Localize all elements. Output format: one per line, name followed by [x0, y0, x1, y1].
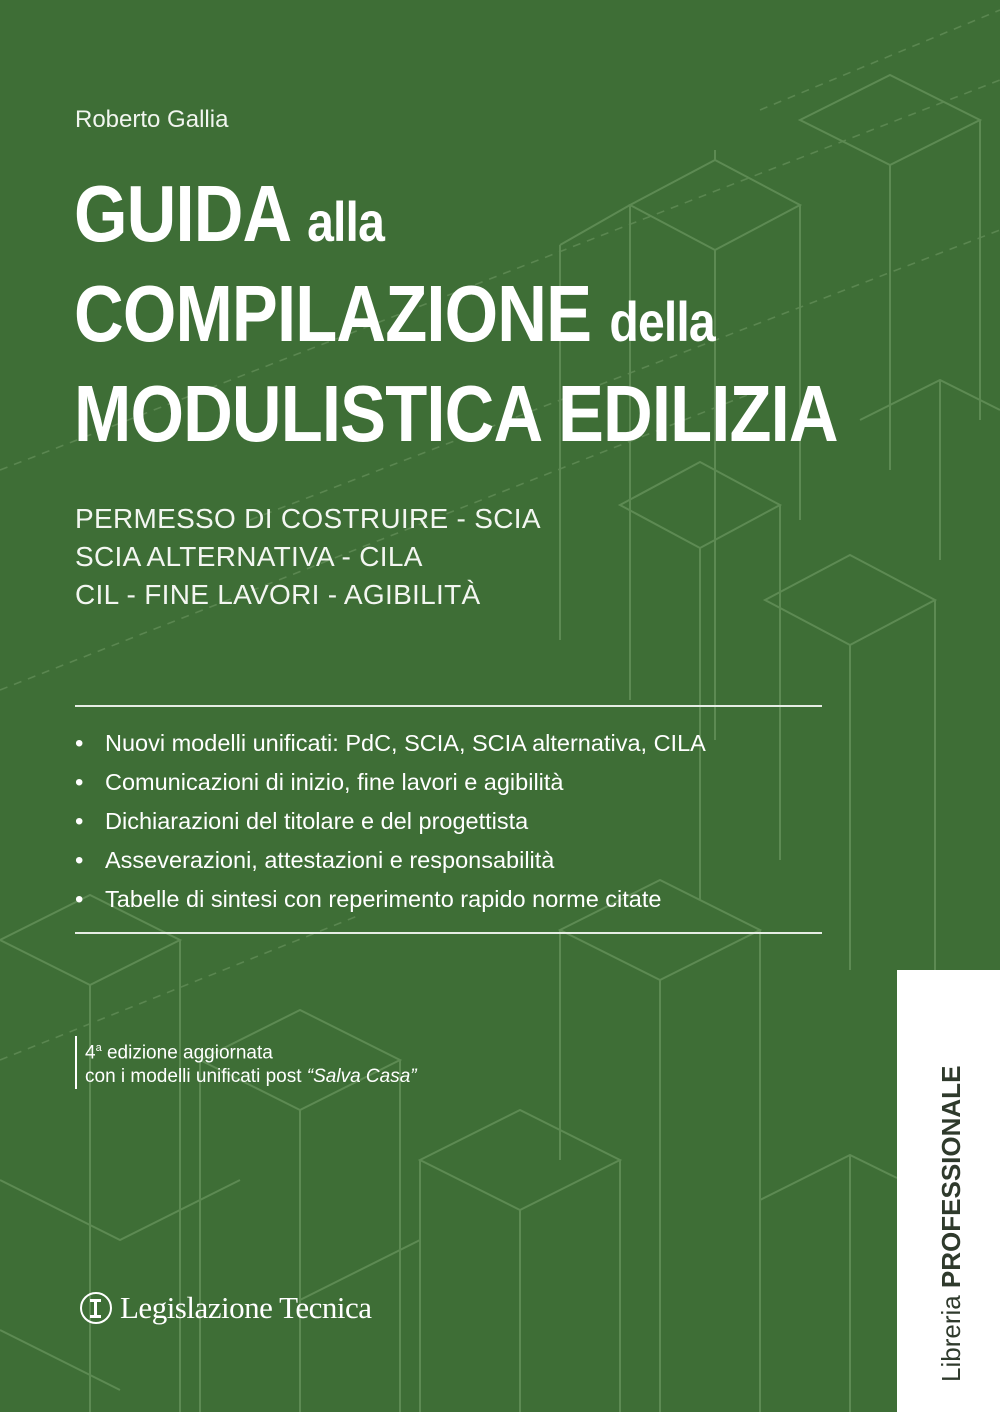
top-divider — [75, 705, 822, 707]
title-line-1 — [74, 169, 962, 272]
feature-item: • Tabelle di sintesi con reperimento rapido norme citate — [75, 880, 706, 919]
subtitle-line: SCIA ALTERNATIVA - CILA — [75, 541, 423, 572]
book-title — [74, 169, 962, 472]
edition-line-1: 4$^a$ edizione aggiornata — [85, 1042, 273, 1064]
edition-line-2: con i modelli unificati post “Salva Casa” — [85, 1066, 417, 1088]
subtitle — [75, 500, 541, 614]
bottom-divider — [75, 932, 822, 934]
feature-item: • Dichiarazioni del titolare e del progettista — [75, 802, 706, 841]
subtitle-line: CIL - FINE LAVORI - AGIBILITÀ — [75, 579, 481, 610]
series-label: Libreria PROFESSIONALE — [936, 1065, 966, 1382]
author-name: Roberto Gallia — [75, 106, 229, 133]
feature-item: • Nuovi modelli unificati: PdC, SCIA, SCIA alternativa, CILA — [75, 724, 706, 763]
title-word-guida: GUIDA alla — [74, 169, 384, 258]
title-line-3 — [74, 369, 962, 472]
publisher — [80, 1290, 372, 1326]
title-word-compilazione: COMPILAZIONE della — [74, 269, 715, 358]
subtitle-line: PERMESSO DI COSTRUIRE - SCIA — [75, 503, 541, 534]
edition-note — [75, 1036, 417, 1089]
publisher-name: Legislazione Tecnica — [120, 1290, 372, 1325]
feature-item: • Asseverazioni, attestazioni e responsabilità — [75, 841, 706, 880]
title-line-2 — [74, 269, 962, 372]
series-band — [897, 970, 1000, 1412]
feature-list — [75, 724, 706, 919]
feature-item: • Comunicazioni di inizio, fine lavori e agibilità — [75, 763, 706, 802]
publisher-logo-icon — [80, 1292, 112, 1324]
title-word-modulistica: MODULISTICA EDILIZIA — [74, 369, 838, 458]
